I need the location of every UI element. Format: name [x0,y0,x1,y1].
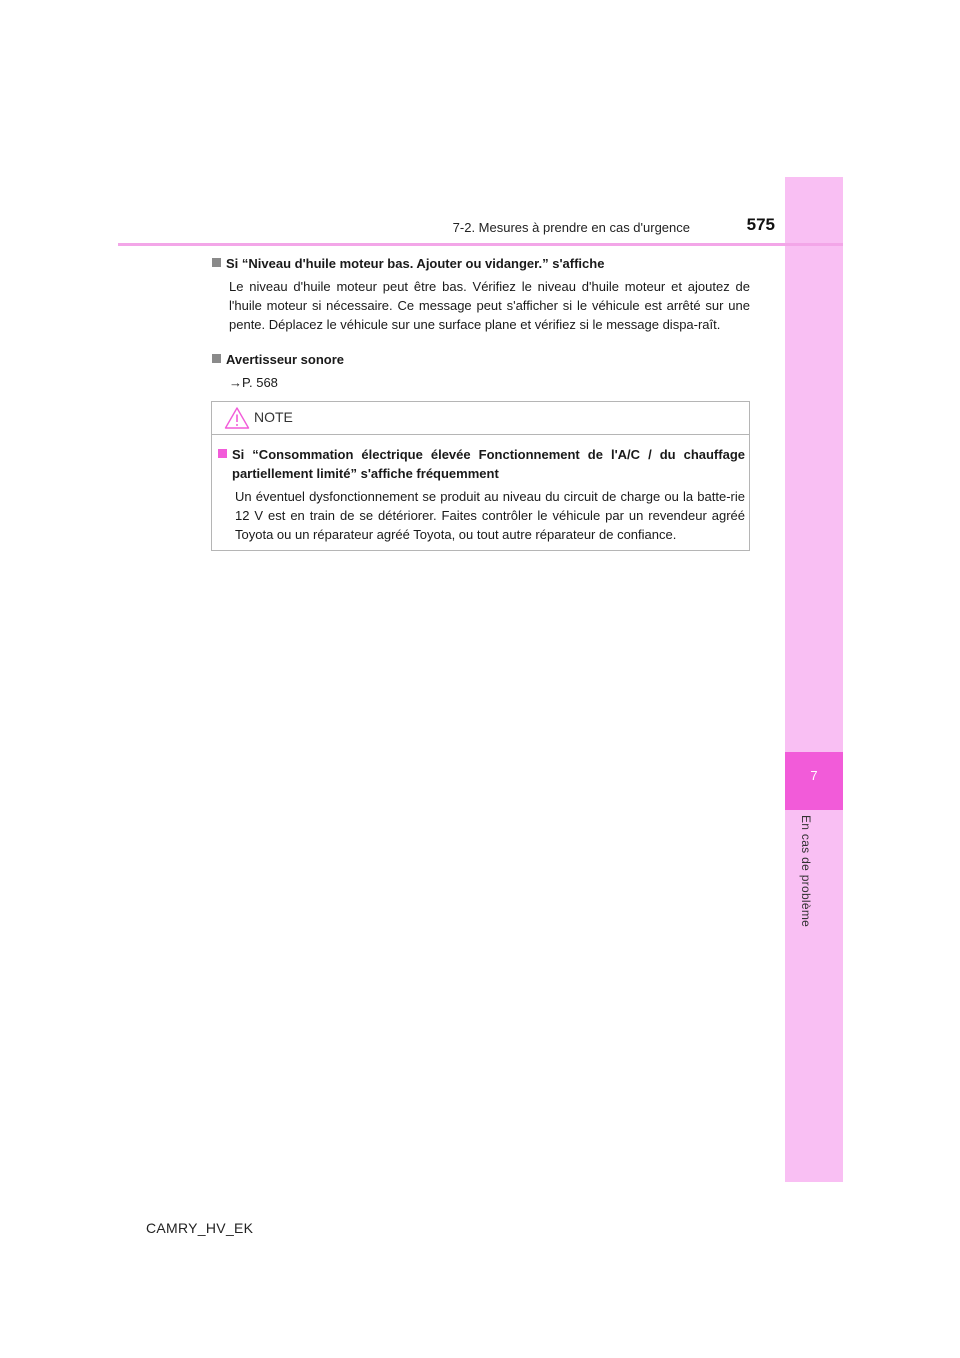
note-box [211,401,750,551]
chapter-label: En cas de problème [799,815,813,928]
note-heading-text: Si “Consommation électrique élevée Fonctionnement de l'A/C / du chauffage partiellement limité” s'affiche fréquemment [232,447,745,481]
square-bullet-icon [212,258,221,267]
square-bullet-icon [212,354,221,363]
note-title: NOTE [254,409,293,425]
section-heading [212,254,750,273]
note-text: Un éventuel dysfonctionnement se produit au niveau du circuit de charge ou la batte-rie 12 V est en train de se détériorer. Faites contrôler le véhicule par un revendeur agréé Toyota ou un réparateur agréé Toyota, ou tout autre réparateur de confiance. [235,489,745,542]
section-title: 7-2. Mesures à prendre en cas d'urgence [452,220,690,235]
warning-icon [224,406,250,430]
page-number: 575 [746,215,775,234]
section-oil-level [212,254,750,334]
document-code: CAMRY_HV_EK [146,1220,254,1236]
section-heading-text: Si “Niveau d'huile moteur bas. Ajouter ou vidanger.” s'affiche [226,256,605,271]
section-horn [212,350,750,392]
section-heading-text: Avertisseur sonore [226,352,345,367]
note-header [212,402,749,435]
chapter-side-tab [785,177,843,1182]
note-heading [218,445,745,483]
page-reference-link[interactable]: →P. 568 [229,375,278,390]
section-body: Le niveau d'huile moteur peut être bas. Vérifiez le niveau d'huile moteur et ajoutez de l'huile moteur si nécessaire. Ce message peut s'afficher si le véhicule est arrêté sur une pente. Déplacez le véhicule sur une surface plane et vérifiez si le message dispa-raît. [229,279,750,332]
chapter-number: 7 [810,768,818,783]
note-body [218,445,745,544]
section-heading [212,350,750,369]
square-bullet-icon [218,449,227,458]
header-rule [118,243,843,246]
